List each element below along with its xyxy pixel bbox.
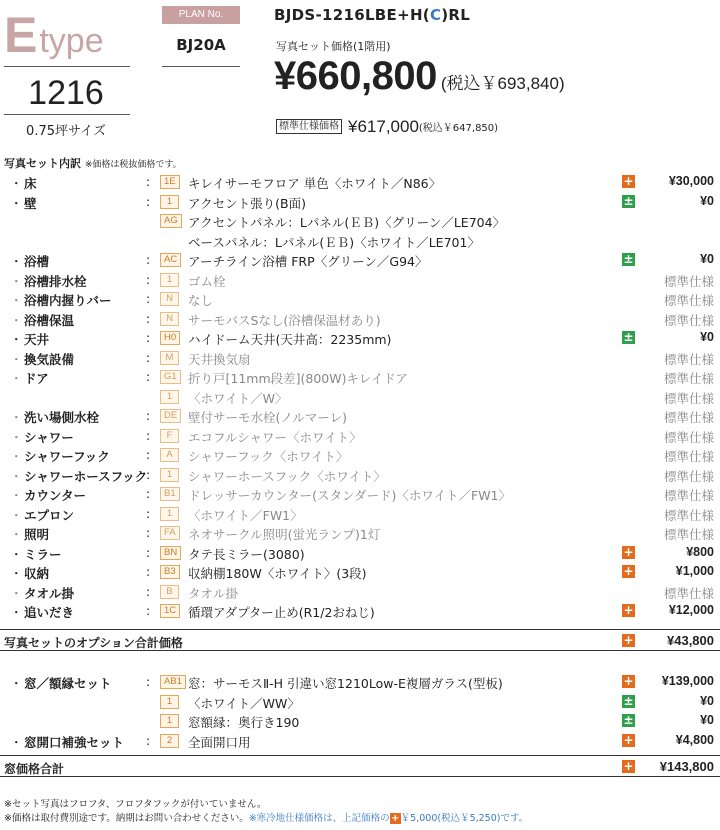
set-items (0, 172, 720, 621)
bullet: ・ (10, 371, 23, 386)
table-row (0, 692, 720, 712)
model-number: BJDS-1216LBE+H(C)RL (274, 6, 471, 24)
plus-icon: + (623, 544, 634, 559)
item-category: 浴槽排水栓 (24, 273, 87, 289)
bullet: ・ (10, 468, 23, 484)
item-category: 洗い場側水栓 (24, 410, 100, 425)
table-row (0, 562, 720, 582)
option-code-badge: 1E (160, 175, 180, 189)
colon: : (146, 271, 151, 287)
colon: : (146, 544, 151, 560)
plus-icon: + (623, 674, 634, 688)
option-code-badge: M (160, 351, 179, 365)
item-category: シャワーホースフック (24, 468, 148, 484)
item-price: 標準仕様 (663, 488, 714, 503)
colon: : (146, 732, 151, 748)
option-code-badge: B1 (160, 487, 180, 501)
plan-no-label: PLAN No. (162, 6, 240, 24)
item-category: ドア (24, 371, 49, 386)
item-price: 標準仕様 (663, 527, 714, 542)
divider (4, 66, 130, 67)
colon: : (146, 466, 151, 482)
option-code-badge: 1 (160, 468, 179, 482)
colon: : (146, 674, 151, 689)
colon: : (146, 583, 151, 599)
colon: : (146, 408, 151, 423)
option-code-badge: AG (160, 214, 182, 228)
item-description: ゴム栓 (188, 273, 226, 289)
bullet: ・ (10, 429, 23, 445)
colon: : (146, 369, 151, 384)
item-category: 浴槽内握りバー (24, 293, 112, 308)
option-code-badge: 1 (160, 695, 179, 709)
item-category: タオル掛 (24, 585, 75, 601)
option-code-badge: 1 (160, 714, 179, 728)
item-description: アクセント張り(B面) (188, 195, 306, 211)
item-price: 標準仕様 (663, 449, 714, 464)
item-price: ¥0 (700, 252, 714, 266)
bullet: ・ (10, 527, 23, 542)
item-category: 照明 (24, 527, 50, 542)
item-description: 窓額縁：奥行き190 (188, 715, 300, 730)
option-code-badge: N (160, 292, 179, 306)
item-description: ネオサークル照明(蛍光ランプ)1灯 (188, 527, 381, 542)
colon: : (146, 564, 151, 579)
colon: : (146, 525, 151, 540)
plus-icon: + (623, 633, 634, 647)
table-row (0, 711, 720, 731)
option-code-badge: 1 (160, 195, 179, 209)
window-items (0, 672, 720, 750)
colon: : (146, 349, 151, 365)
item-price: 標準仕様 (663, 585, 714, 601)
plus-minus-icon: ± (623, 713, 634, 727)
bullet: ・ (10, 293, 23, 308)
bullet: ・ (10, 507, 23, 523)
item-price: 標準仕様 (663, 312, 714, 328)
bullet: ・ (10, 332, 23, 347)
option-code-badge: H0 (160, 331, 180, 345)
bullet: ・ (10, 312, 23, 328)
divider (4, 114, 130, 115)
standard-price: 標準仕様価格 ¥617,000(税込￥647,850) (276, 116, 498, 137)
item-category: 天井 (24, 332, 50, 347)
option-code-badge: 2 (160, 734, 179, 748)
option-code-badge: G1 (160, 370, 181, 384)
item-category: 壁 (24, 195, 37, 211)
option-code-badge: AB1 (160, 675, 186, 689)
table-row (0, 348, 720, 368)
item-description: 循環アダプター止め(R1/2おねじ) (188, 605, 375, 620)
colon: : (146, 193, 151, 209)
item-price: 標準仕様 (663, 429, 714, 445)
table-row (0, 211, 720, 231)
option-code-badge: A (160, 448, 179, 462)
item-description: サーモバスSなし(浴槽保温材あり) (188, 312, 381, 328)
option-code-badge: N (160, 312, 179, 326)
item-description: 収納棚180W〈ホワイト〉(3段) (188, 566, 367, 581)
bullet: ・ (10, 176, 23, 191)
option-total: 写真セットのオプション合計価格 + ¥43,800 (0, 629, 720, 651)
item-category: 収納 (24, 566, 50, 581)
option-code-badge: 1 (160, 507, 179, 521)
option-code-badge: 1 (160, 390, 179, 404)
table-row (0, 367, 720, 387)
plus-minus-icon: ± (623, 252, 634, 266)
item-category: 床 (24, 176, 37, 191)
plus-minus-icon: ± (623, 193, 634, 208)
table-row (0, 406, 720, 426)
bullet: ・ (10, 734, 23, 750)
table-row (0, 309, 720, 329)
colon: : (146, 603, 151, 618)
item-description: 全面開口用 (188, 734, 251, 750)
option-code-badge: F (160, 429, 179, 443)
table-row (0, 523, 720, 543)
table-row (0, 250, 720, 270)
table-row (0, 543, 720, 563)
option-code-badge: FA (160, 526, 180, 540)
table-row (0, 387, 720, 407)
size-number: 1216 (28, 74, 104, 112)
plus-icon: + (390, 813, 400, 824)
colon: : (146, 330, 151, 345)
item-category: 浴槽 (24, 254, 50, 269)
item-price: ¥0 (700, 193, 714, 208)
colon: : (146, 505, 151, 521)
table-row (0, 484, 720, 504)
table-row (0, 270, 720, 290)
plus-icon: + (623, 174, 634, 188)
price-label: 写真セット価格(1階用) (276, 40, 391, 53)
plus-minus-icon: ± (623, 330, 634, 344)
colon: : (146, 486, 151, 501)
option-code-badge: 1C (160, 604, 180, 618)
bullet: ・ (10, 605, 23, 620)
item-category: 窓開口補強セット (24, 734, 125, 750)
item-description: 〈ホワイト／W〉 (188, 390, 288, 406)
bullet: ・ (10, 488, 23, 503)
table-row (0, 445, 720, 465)
item-price: ¥30,000 (668, 174, 714, 188)
table-row (0, 231, 720, 251)
table-row (0, 172, 720, 192)
item-price: 標準仕様 (663, 293, 714, 308)
item-category: 換気設備 (24, 351, 75, 367)
bullet: ・ (10, 566, 23, 581)
header (0, 0, 720, 150)
divider (162, 66, 240, 67)
item-price: 標準仕様 (663, 410, 714, 425)
item-description: シャワーホースフック〈ホワイト〉 (188, 468, 386, 484)
table-row (0, 289, 720, 309)
bullet: ・ (10, 351, 23, 367)
item-description: キレイサーモフロア 単色〈ホワイト／N86〉 (188, 176, 442, 191)
option-code-badge: 1 (160, 273, 179, 287)
item-description: 折り戸[11mm段差](800W)キレイドア (188, 371, 408, 386)
item-price: 標準仕様 (663, 273, 714, 289)
item-category: シャワー (24, 429, 74, 445)
item-price: 標準仕様 (663, 468, 714, 484)
item-price: ¥800 (686, 544, 714, 559)
item-price: 標準仕様 (663, 371, 714, 386)
plus-icon: + (623, 564, 634, 578)
colon: : (146, 252, 151, 267)
item-description: タテ長ミラー(3080) (188, 546, 305, 562)
bullet: ・ (10, 676, 23, 691)
item-description: 〈ホワイト／WW〉 (188, 695, 300, 711)
option-code-badge: AC (160, 253, 181, 267)
item-price: ¥0 (700, 693, 714, 708)
item-description: ハイドーム天井(天井高：2235mm) (188, 332, 392, 347)
etype-logo: Etype (4, 7, 104, 63)
plus-icon: + (623, 759, 634, 773)
table-row (0, 601, 720, 621)
table-row (0, 731, 720, 751)
bullet: ・ (10, 546, 23, 562)
bullet: ・ (10, 410, 23, 425)
item-description: エコフルシャワー〈ホワイト〉 (188, 429, 362, 445)
table-row (0, 192, 720, 212)
item-description: 壁付サーモ水栓(ノルマーレ) (188, 410, 348, 425)
item-description: 窓：サーモスⅡ-H 引違い窓1210Low-E複層ガラス(型板) (188, 676, 503, 691)
item-category: 窓／額縁セット (24, 676, 112, 691)
item-price: ¥0 (700, 330, 714, 344)
item-category: シャワーフック (24, 449, 110, 464)
item-price: 標準仕様 (663, 351, 714, 367)
option-code-badge: BN (160, 546, 181, 560)
item-description: ベースパネル：Lパネル(ＥＢ)〈ホワイト／LE701〉 (188, 234, 480, 250)
bullet: ・ (10, 195, 23, 211)
item-description: 〈ホワイト／FW1〉 (188, 507, 303, 523)
section-title: 写真セット内訳 ※価格は税抜価格です。 (4, 157, 182, 170)
table-row (0, 504, 720, 524)
item-description: アーチライン浴槽 FRP〈グリーン／G94〉 (188, 254, 428, 269)
item-description: シャワーフック〈ホワイト〉 (188, 449, 349, 464)
table-row (0, 672, 720, 692)
item-category: エプロン (24, 507, 75, 523)
item-price: ¥12,000 (668, 603, 714, 617)
colon: : (146, 291, 151, 306)
item-price: ¥139,000 (661, 674, 714, 688)
table-row (0, 426, 720, 446)
item-price: ¥0 (700, 713, 714, 727)
bullet: ・ (10, 585, 23, 601)
colon: : (146, 447, 151, 462)
colon: : (146, 174, 151, 189)
footnotes: ※セット写真はフロフタ、フロフタフックが付いていません。 ※価格は取付費別途です。納期はお問い合わせください。※寒冷地仕様価格は、上記価格の+￥5,000(税込￥5,250)です。 (4, 799, 529, 824)
table-row (0, 328, 720, 348)
option-code-badge: B3 (160, 565, 180, 579)
item-price: ¥1,000 (675, 564, 714, 578)
plus-icon: + (623, 732, 634, 747)
item-price: 標準仕様 (663, 507, 714, 523)
plus-minus-icon: ± (623, 693, 634, 708)
window-total: 窓価格合計 + ¥143,800 (0, 755, 720, 777)
size-label: 0.75坪サイズ (26, 124, 106, 139)
item-description: なし (188, 293, 214, 308)
item-category: ミラー (24, 546, 62, 562)
option-code-badge: B (160, 585, 179, 599)
set-price: ¥660,800 (税込￥693,840) (274, 54, 565, 98)
plan-code: BJ20A (176, 36, 226, 54)
item-price: 標準仕様 (663, 390, 714, 406)
table-row (0, 582, 720, 602)
item-price: ¥4,800 (675, 732, 714, 747)
plus-icon: + (623, 603, 634, 617)
item-category: カウンター (24, 488, 87, 503)
bullet: ・ (10, 449, 23, 464)
item-category: 追いだき (24, 605, 75, 620)
bullet: ・ (10, 254, 23, 269)
item-category: 浴槽保温 (24, 312, 75, 328)
item-description: 天井換気扇 (188, 351, 251, 367)
table-row (0, 465, 720, 485)
bullet: ・ (10, 273, 23, 289)
item-description: タオル掛 (188, 585, 239, 601)
item-description: ドレッサーカウンター(スタンダード)〈ホワイト／FW1〉 (188, 488, 512, 503)
option-code-badge: DE (160, 409, 181, 423)
colon: : (146, 310, 151, 326)
item-description: アクセントパネル：Lパネル(ＥＢ)〈グリーン／LE704〉 (188, 215, 506, 230)
colon: : (146, 427, 151, 443)
